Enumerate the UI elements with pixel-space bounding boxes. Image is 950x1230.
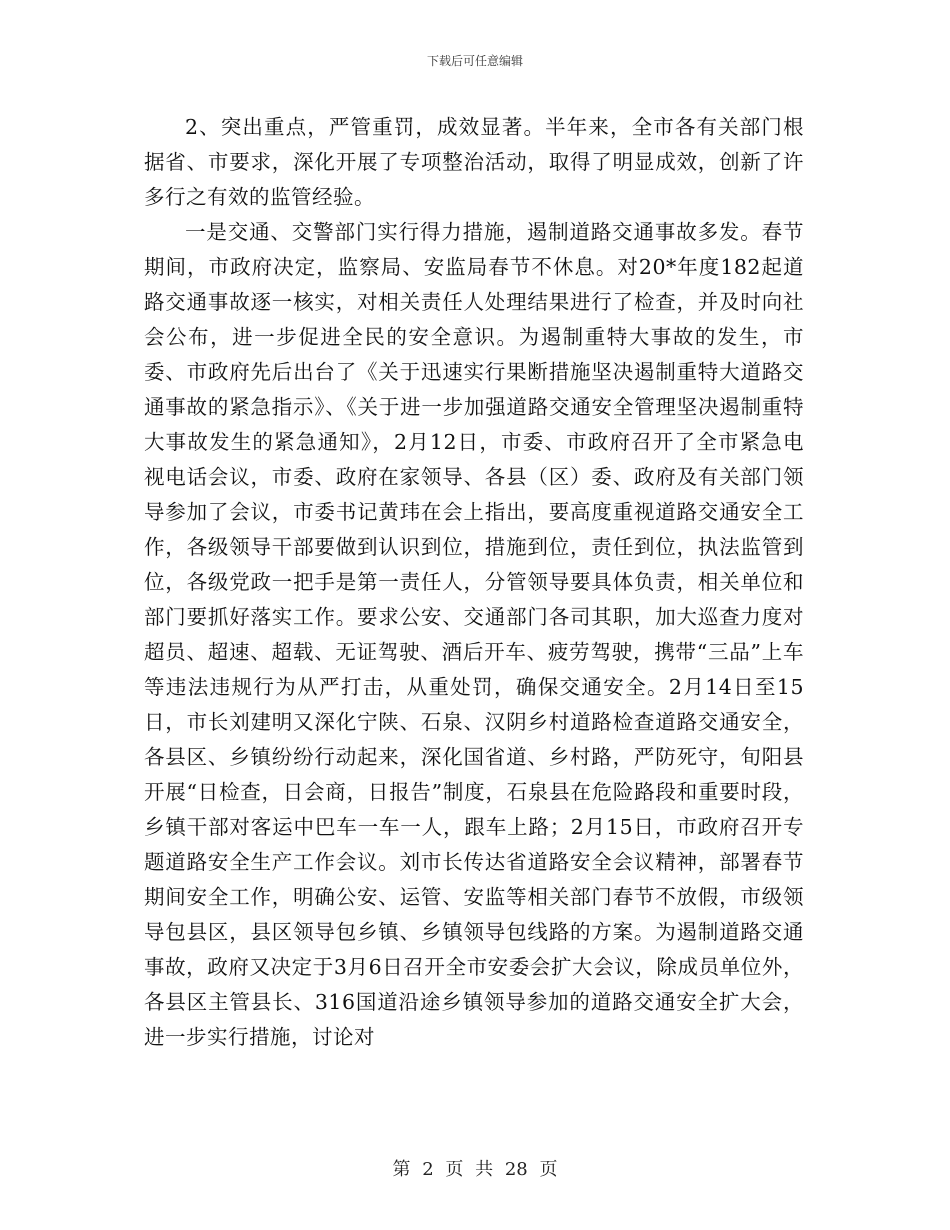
document-body xyxy=(144,110,804,1055)
paragraph-2: 一是交通、交警部门实行得力措施，遏制道路交通事故多发。春节期间，市政府决定，监察局、安监局春节不休息。对20*年度182起道路交通事故逐一核实，对相关责任人处理结果进行了检查，并及时向社会公布，进一步促进全民的安全意识。为遏制重特大事故的发生，市委、市政府先后出台了《关于迅速实行果断措施坚决遏制重特大道路交通事故的紧急指示》、《关于进一步加强道路交通安全管理坚决遏制重特大事故发生的紧急通知》，2月12日，市委、市政府召开了全市紧急电视电话会议，市委、政府在家领导、各县（区）委、政府及有关部门领导参加了会议，市委书记黄玮在会上指出，要高度重视道路交通安全工作，各级领导干部要做到认识到位，措施到位，责任到位，执法监管到位，各级党政一把手是第一责任人，分管领导要具体负责，相关单位和部门要抓好落实工作。要求公安、交通部门各司其职，加大巡查力度对超员、超速、超载、无证驾驶、酒后开车、疲劳驾驶，携带“三品”上车等违法违规行为从严打击，从重处罚，确保交通安全。2月14日至15日，市长刘建明又深化宁陕、石泉、汉阴乡村道路检查道路交通安全，各县区、乡镇纷纷行动起来，深化国省道、乡村路，严防死守，旬阳县开展“日检查，日会商，日报告”制度，石泉县在危险路段和重要时段，乡镇干部对客运中巴车一车一人，跟车上路；2月15日，市政府召开专题道路安全生产工作会议。刘市长传达省道路安全会议精神，部署春节期间安全工作，明确公安、运管、安监等相关部门春节不放假，市级领导包县区，县区领导包乡镇、乡镇领导包线路的方案。为遏制道路交通事故，政府又决定于3月6日召开全市安委会扩大会议，除成员单位外，各县区主管县长、316国道沿途乡镇领导参加的道路交通安全扩大会，进一步实行措施，讨论对 xyxy=(144,220,804,1049)
page-header: 下载后可任意编辑 xyxy=(426,54,523,68)
page-footer: 第 2 页 共 28 页 xyxy=(392,1159,558,1180)
paragraph-1: 2、突出重点，严管重罚，成效显著。半年来，全市各有关部门根据省、市要求，深化开展了专项整治活动，取得了明显成效，创新了许多行之有效的监管经验。 xyxy=(144,115,804,209)
